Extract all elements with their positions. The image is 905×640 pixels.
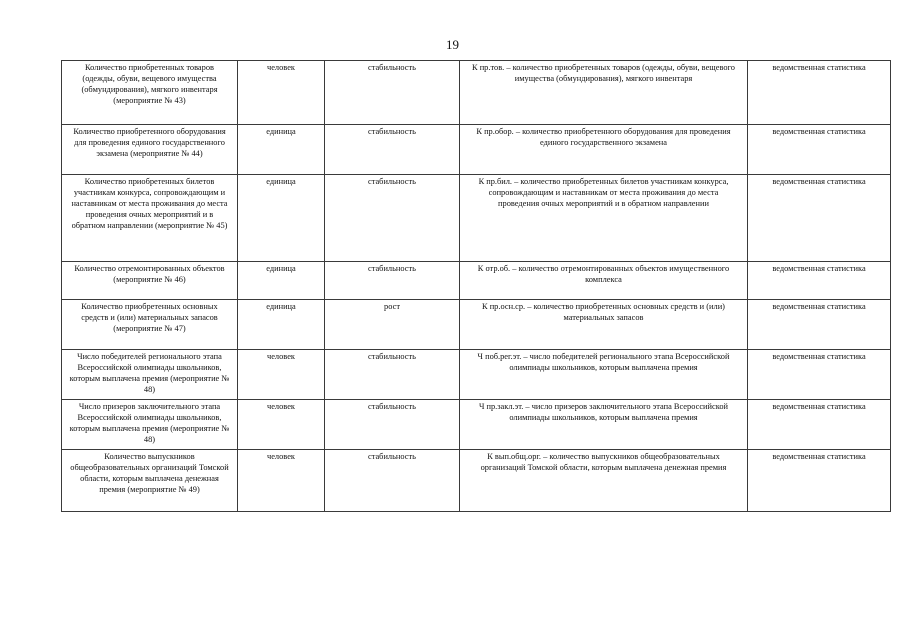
table-row xyxy=(62,450,891,512)
source-cell: ведомственная статистика xyxy=(748,125,891,175)
formula-cell: К пр.обор. – количество приобретенного оборудования для проведения единого государственного экзамена xyxy=(460,125,748,175)
table-row xyxy=(62,125,891,175)
indicator-name-cell: Число призеров заключительного этапа Всероссийской олимпиады школьников, которым выплачена премия (мероприятие № 48) xyxy=(62,400,238,450)
indicator-name-cell: Число победителей регионального этапа Всероссийской олимпиады школьников, которым выплачена премия (мероприятие № 48) xyxy=(62,350,238,400)
table-row xyxy=(62,400,891,450)
trend-cell: стабильность xyxy=(325,400,460,450)
trend-cell: стабильность xyxy=(325,125,460,175)
indicator-name-cell: Количество выпускников общеобразовательных организаций Томской области, которым выплачена денежная премия (мероприятие № 49) xyxy=(62,450,238,512)
unit-cell: единица xyxy=(238,300,325,350)
table-row xyxy=(62,350,891,400)
formula-cell: К вып.общ.орг. – количество выпускников общеобразовательных организаций Томской области, которым выплачена денежная премия xyxy=(460,450,748,512)
trend-cell: стабильность xyxy=(325,450,460,512)
formula-cell: Ч поб.рег.эт. – число победителей регионального этапа Всероссийской олимпиады школьников, которым выплачена премия xyxy=(460,350,748,400)
unit-cell: человек xyxy=(238,450,325,512)
formula-cell: К отр.об. – количество отремонтированных объектов имущественного комплекса xyxy=(460,262,748,300)
unit-cell: человек xyxy=(238,400,325,450)
unit-cell: человек xyxy=(238,61,325,125)
unit-cell: единица xyxy=(238,175,325,262)
trend-cell: стабильность xyxy=(325,61,460,125)
formula-cell: К пр.бил. – количество приобретенных билетов участникам конкурса, сопровождающим и наставникам от места проживания до места проведения очных мероприятий и в обратном направлении xyxy=(460,175,748,262)
indicators-table xyxy=(61,60,891,512)
table-row xyxy=(62,61,891,125)
unit-cell: единица xyxy=(238,262,325,300)
trend-cell: стабильность xyxy=(325,262,460,300)
source-cell: ведомственная статистика xyxy=(748,300,891,350)
formula-cell: Ч пр.закл.эт. – число призеров заключительного этапа Всероссийской олимпиады школьников, которым выплачена премия xyxy=(460,400,748,450)
indicator-name-cell: Количество приобретенного оборудования для проведения единого государственного экзамена (мероприятие № 44) xyxy=(62,125,238,175)
trend-cell: стабильность xyxy=(325,175,460,262)
indicator-name-cell: Количество приобретенных билетов участникам конкурса, сопровождающим и наставникам от места проживания до места проведения очных мероприятий и в обратном направлении (мероприятие № 45) xyxy=(62,175,238,262)
indicator-name-cell: Количество приобретенных товаров (одежды, обуви, вещевого имущества (обмундирования), мягкого инвентаря (мероприятие № 43) xyxy=(62,61,238,125)
source-cell: ведомственная статистика xyxy=(748,450,891,512)
unit-cell: человек xyxy=(238,350,325,400)
unit-cell: единица xyxy=(238,125,325,175)
indicator-name-cell: Количество приобретенных основных средств и (или) материальных запасов (мероприятие № 47) xyxy=(62,300,238,350)
source-cell: ведомственная статистика xyxy=(748,400,891,450)
source-cell: ведомственная статистика xyxy=(748,350,891,400)
trend-cell: стабильность xyxy=(325,350,460,400)
source-cell: ведомственная статистика xyxy=(748,262,891,300)
table-row xyxy=(62,262,891,300)
table-row xyxy=(62,300,891,350)
formula-cell: К пр.тов. – количество приобретенных товаров (одежды, обуви, вещевого имущества (обмундирования), мягкого инвентаря xyxy=(460,61,748,125)
page-number: 19 xyxy=(446,37,459,52)
source-cell: ведомственная статистика xyxy=(748,175,891,262)
formula-cell: К пр.осн.ср. – количество приобретенных основных средств и (или) материальных запасов xyxy=(460,300,748,350)
indicator-name-cell: Количество отремонтированных объектов (мероприятие № 46) xyxy=(62,262,238,300)
table-row xyxy=(62,175,891,262)
source-cell: ведомственная статистика xyxy=(748,61,891,125)
trend-cell: рост xyxy=(325,300,460,350)
